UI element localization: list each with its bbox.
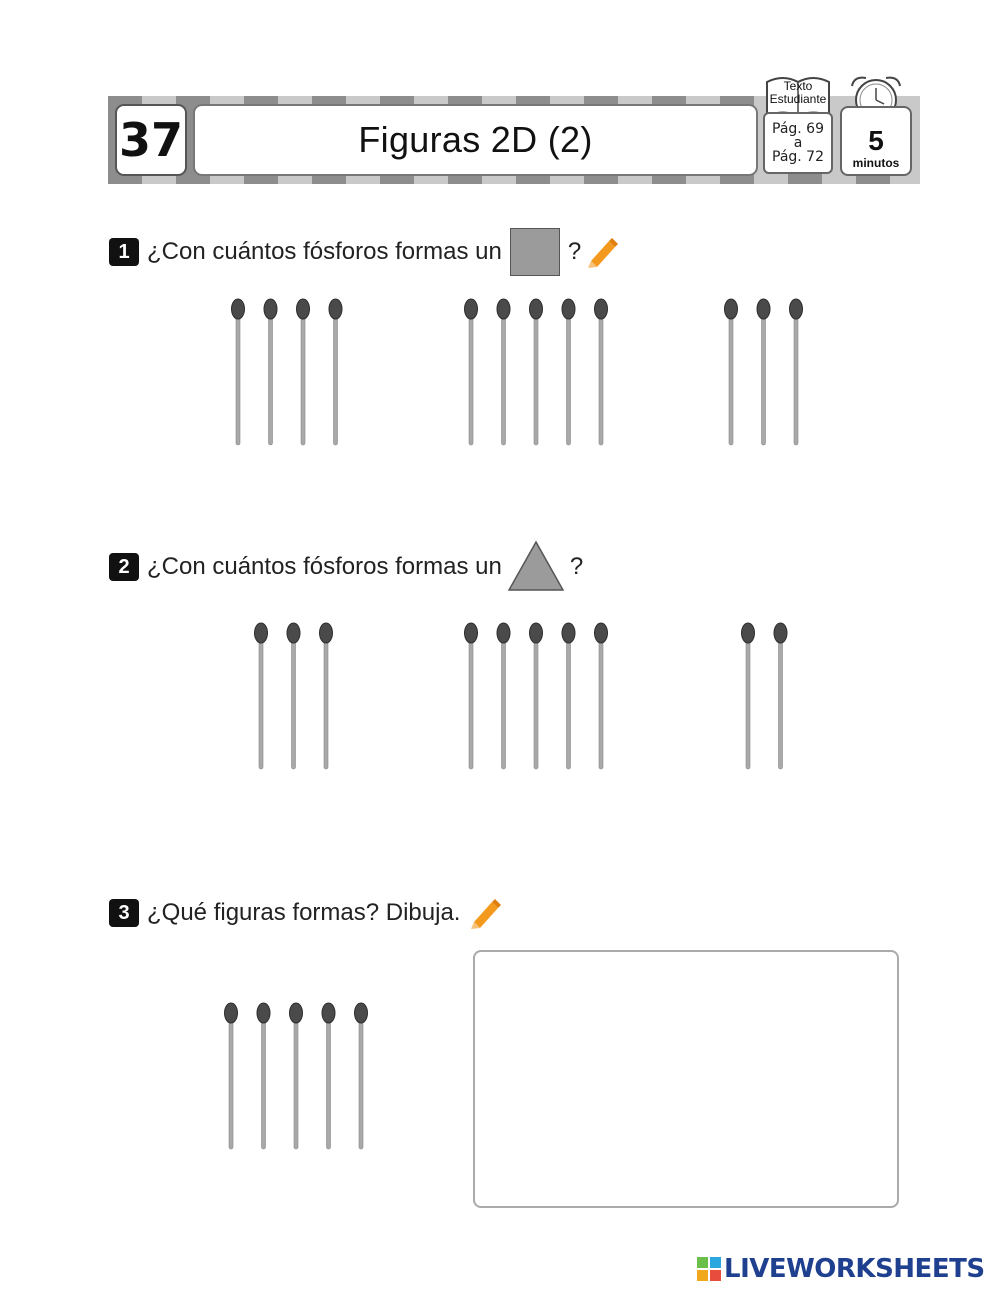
question-text: ¿Qué figuras formas? Dibuja. xyxy=(147,899,461,926)
matchstick xyxy=(232,299,245,445)
matchstick xyxy=(774,623,787,769)
matchstick xyxy=(320,623,333,769)
matchstick xyxy=(264,299,277,445)
lesson-number: 37 xyxy=(115,104,187,176)
question-suffix: ? xyxy=(569,553,584,580)
question-text: ¿Con cuántos fósforos formas un xyxy=(147,238,502,265)
drawing-area[interactable] xyxy=(473,950,899,1208)
matchstick xyxy=(329,299,342,445)
matchstick xyxy=(742,623,755,769)
matchstick xyxy=(530,623,543,769)
page-title-text: Figuras 2D (2) xyxy=(358,119,593,160)
matchstick xyxy=(562,299,575,445)
page-from: Pág. 69 xyxy=(772,121,824,137)
matchstick xyxy=(595,299,608,445)
page-to: Pág. 72 xyxy=(772,149,824,165)
matchstick xyxy=(465,299,478,445)
matchstick xyxy=(257,1003,270,1149)
matchstick xyxy=(497,299,510,445)
matchstick xyxy=(725,299,738,445)
question-suffix: ? xyxy=(567,238,582,265)
matchstick xyxy=(290,1003,303,1149)
matchstick xyxy=(465,623,478,769)
liveworksheets-logo xyxy=(697,1254,985,1284)
matchstick xyxy=(225,1003,238,1149)
matchstick xyxy=(297,299,310,445)
matchstick xyxy=(322,1003,335,1149)
question-text: ¿Con cuántos fósforos formas un xyxy=(147,553,502,580)
page-separator: a xyxy=(793,135,803,151)
question-number: 3 xyxy=(109,899,139,927)
matchstick xyxy=(595,623,608,769)
matchstick xyxy=(255,623,268,769)
book-label-line1: Texto xyxy=(783,79,813,93)
matchstick xyxy=(530,299,543,445)
question-number: 2 xyxy=(109,553,139,581)
logo-icon xyxy=(697,1257,721,1281)
time-unit: minutos xyxy=(852,156,900,170)
matchstick xyxy=(287,623,300,769)
matchstick xyxy=(562,623,575,769)
question-number: 1 xyxy=(109,238,139,266)
time-value: 5 xyxy=(868,125,884,156)
matchstick xyxy=(757,299,770,445)
logo-text: LIVEWORKSHEETS xyxy=(724,1254,985,1284)
matchstick xyxy=(355,1003,368,1149)
book-label-line2: Estudiante xyxy=(769,92,827,106)
matchstick xyxy=(497,623,510,769)
matchstick xyxy=(790,299,803,445)
